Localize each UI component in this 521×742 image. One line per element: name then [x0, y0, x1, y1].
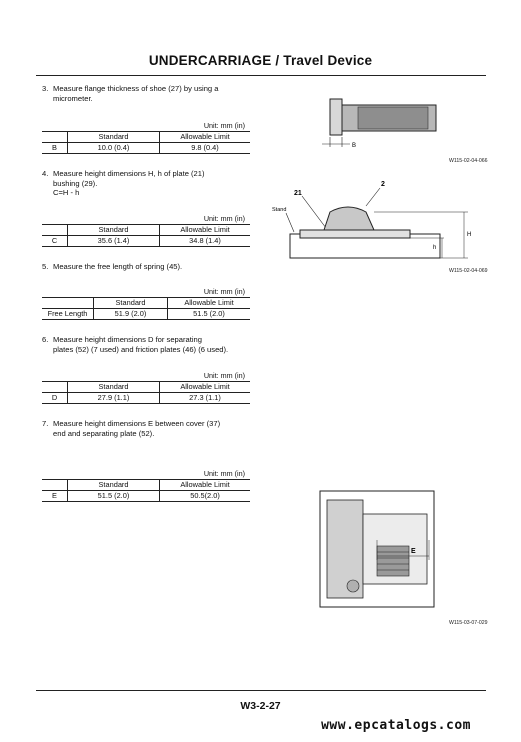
table-cell-limit: 27.3 (1.1) [160, 393, 251, 404]
leader-21 [302, 196, 326, 228]
step-6-unit: Unit: mm (in) [203, 371, 245, 380]
step-6-line2: plates (52) (7 used) and friction plates (46) (6 used). [53, 344, 229, 354]
page-number: W3-2-27 [240, 700, 281, 712]
footer-rule [36, 690, 486, 691]
plate-21 [300, 230, 410, 238]
label-2: 2 [381, 181, 385, 188]
figure-3-code: W115-03-07-029 [449, 620, 488, 626]
leader-2 [366, 188, 380, 206]
step-3-text [42, 84, 254, 103]
table-cell-limit: 34.8 (1.4) [160, 236, 251, 247]
table-header-limit: Allowable Limit [160, 382, 251, 393]
step-6-text [42, 335, 254, 354]
step-3-number: 3. [42, 84, 49, 93]
step-6-table [42, 381, 250, 404]
table-row-label: C [42, 236, 68, 247]
page-title: UNDERCARRIAGE / Travel Device [148, 53, 373, 68]
table-cell-limit: 50.5(2.0) [160, 491, 251, 502]
step-3-unit: Unit: mm (in) [203, 121, 245, 130]
table-header-limit: Allowable Limit [160, 225, 251, 236]
table-header-standard: Standard [94, 298, 168, 309]
step-5-line1: Measure the free length of spring (45). [53, 262, 183, 271]
step-5-table [42, 297, 250, 320]
spring-seat [347, 580, 359, 592]
step-7-line2: end and separating plate (52). [53, 428, 155, 438]
step-4-unit: Unit: mm (in) [203, 214, 245, 223]
table-header-standard: Standard [68, 480, 160, 491]
step-7-text [42, 419, 254, 438]
table-corner [42, 132, 68, 143]
step-4-line2: bushing (29). [53, 178, 98, 188]
table-row-label: D [42, 393, 68, 404]
table-header-limit: Allowable Limit [160, 132, 251, 143]
step-7-table [42, 479, 250, 502]
label-b: B [352, 143, 357, 149]
table-row-label: Free Length [42, 309, 94, 320]
table-header-standard: Standard [68, 225, 160, 236]
table-corner [42, 298, 94, 309]
table-cell-standard: 10.0 (0.4) [68, 143, 160, 154]
step-7-unit: Unit: mm (in) [203, 469, 245, 478]
table-cell-standard: 35.6 (1.4) [68, 236, 160, 247]
step-4-number: 4. [42, 169, 49, 178]
label-H: H [467, 232, 472, 238]
table-corner [42, 382, 68, 393]
website-link[interactable]: www.epcatalogs.com [321, 718, 471, 733]
leader-stand [286, 213, 294, 232]
micrometer-thimble [358, 107, 428, 129]
step-5-text [42, 262, 254, 272]
table-header-standard: Standard [68, 382, 160, 393]
table-cell-standard: 51.9 (2.0) [94, 309, 168, 320]
step-4-text [42, 169, 254, 198]
table-header-limit: Allowable Limit [160, 480, 251, 491]
plate-stack [377, 546, 409, 576]
bushing-29 [324, 207, 374, 230]
table-cell-standard: 27.9 (1.1) [68, 393, 160, 404]
label-h: h [433, 245, 437, 251]
figure-2-code: W115-02-04-069 [449, 268, 488, 274]
step-4-line1: Measure height dimensions H, h of plate (21) [53, 169, 205, 178]
label-stand: Stand [272, 207, 287, 213]
step-5-number: 5. [42, 262, 49, 271]
step-4-table [42, 224, 250, 247]
step-7-line1: Measure height dimensions E between cover (37) [53, 419, 221, 428]
step-3-line1: Measure flange thickness of shoe (27) by using a [53, 84, 219, 93]
table-corner [42, 480, 68, 491]
plate-height-figure [268, 176, 478, 266]
shoe-flange [330, 99, 342, 135]
table-header-limit: Allowable Limit [168, 298, 251, 309]
table-cell-limit: 51.5 (2.0) [168, 309, 251, 320]
header-rule [36, 75, 486, 76]
step-6-number: 6. [42, 335, 49, 344]
label-E: E [411, 548, 416, 555]
figure-1-code: W115-02-04-066 [449, 158, 488, 164]
table-corner [42, 225, 68, 236]
table-row-label: B [42, 143, 68, 154]
step-5-unit: Unit: mm (in) [203, 287, 245, 296]
table-header-standard: Standard [68, 132, 160, 143]
cross-section-figure [319, 490, 437, 610]
step-3-line2: micrometer. [53, 93, 93, 103]
step-7-number: 7. [42, 419, 49, 428]
step-3-table [42, 131, 250, 154]
step-6-line1: Measure height dimensions D for separating [53, 335, 203, 344]
step-4-formula: C=H - h [53, 188, 80, 198]
label-21: 21 [294, 190, 302, 197]
table-row-label: E [42, 491, 68, 502]
shoe-flange-figure [318, 95, 448, 155]
table-cell-limit: 9.8 (0.4) [160, 143, 251, 154]
table-cell-standard: 51.5 (2.0) [68, 491, 160, 502]
